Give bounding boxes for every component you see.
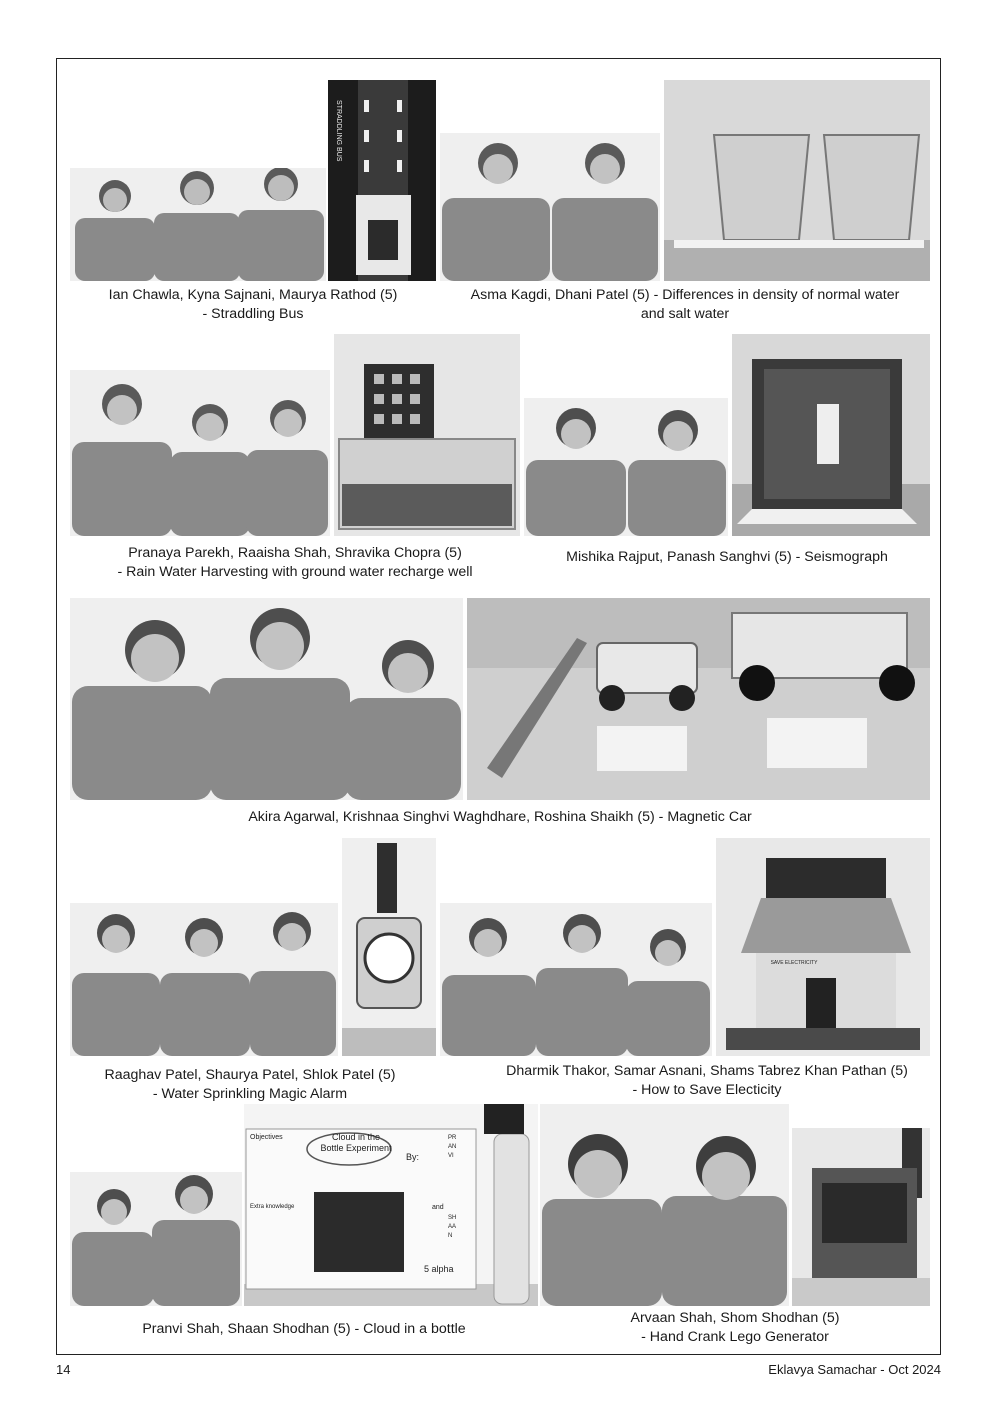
cloud-poster-name-2: SHAAN [448,1215,457,1239]
caption-density [440,286,930,324]
photo-alarm-model [342,838,436,1056]
caption-alarm [70,1066,430,1104]
caption-line: - Straddling Bus [202,306,304,322]
cloud-poster-objectives: Objectives [250,1134,283,1141]
caption-line: Akira Agarwal, Krishnaa Singhvi Waghdhare, Roshina Shaikh (5) - Magnetic Car [248,809,752,825]
cloud-title-line: the [367,1132,381,1142]
photo-students-alarm [70,903,338,1056]
photo-students-lego-generator [540,1104,789,1306]
photo-cloud-poster [244,1104,538,1306]
page-number: 14 [56,1362,71,1377]
photo-save-electricity-model [716,838,930,1056]
caption-line: Mishika Rajput, Panash Sanghvi (5) - Seismograph [566,549,888,565]
photo-magnetic-car-model [467,598,930,800]
cloud-poster-section: 5 alpha [424,1264,454,1274]
caption-line: Asma Kagdi, Dhani Patel (5) - Differences in density of normal water [470,287,900,303]
caption-seismograph [524,548,930,567]
save-electricity-sign: SAVE ELECTRICITY [770,960,818,966]
caption-line: Pranaya Parekh, Raaisha Shah, Shravika Chopra (5) [128,545,462,561]
cloud-poster-name-1: PRANVI [448,1135,457,1159]
photo-students-rainwater [70,370,330,536]
caption-line: Raaghav Patel, Shaurya Patel, Shlok Patel (5) [104,1067,396,1083]
caption-line: Dharmik Thakor, Samar Asnani, Shams Tabrez Khan Pathan (5) [506,1063,908,1079]
bus-label: STRADDLING BUS [335,100,342,162]
cloud-title-line: Experiment [346,1143,392,1153]
photo-rainwater-model [334,334,520,536]
cloud-poster-extra-knowledge: Extra knowledge [250,1204,295,1210]
photo-students-save-electricity [440,903,712,1056]
photo-students-magnetic-car [70,598,463,800]
photo-students-straddling-bus [70,168,326,281]
cloud-title-line: Bottle [320,1143,344,1153]
caption-line: Arvaan Shah, Shom Shodhan (5) [630,1310,840,1326]
photo-water-glasses [664,80,930,281]
photo-students-density [440,133,660,281]
caption-line: - Hand Crank Lego Generator [641,1329,829,1345]
caption-magnetic-car [70,808,930,827]
caption-cloud [70,1320,538,1339]
caption-line: Ian Chawla, Kyna Sajnani, Maurya Rathod (5) [108,287,398,303]
photo-students-seismograph [524,398,728,536]
photo-students-cloud [70,1172,242,1306]
caption-line: - Rain Water Harvesting with ground water recharge well [117,564,473,580]
cloud-poster-and: and [432,1204,444,1211]
cloud-poster-by: By: [406,1152,420,1162]
cloud-title-line: Cloud in [331,1132,365,1142]
publication-name: Eklavya Samachar - Oct 2024 [768,1362,941,1377]
caption-line: Pranvi Shah, Shaan Shodhan (5) - Cloud in a bottle [142,1321,466,1337]
photo-lego-generator-model [792,1128,930,1306]
caption-straddling-bus [70,286,436,324]
photo-seismograph-model [732,334,930,536]
caption-line: and salt water [640,306,730,322]
caption-lego-generator [540,1309,930,1347]
caption-line: - How to Save Electicity [632,1082,782,1098]
caption-line: - Water Sprinkling Magic Alarm [152,1086,348,1102]
photo-straddling-bus-model [328,80,436,281]
cloud-poster-title [316,1132,396,1154]
caption-save-electricity [484,1062,930,1100]
caption-rainwater [70,544,520,582]
